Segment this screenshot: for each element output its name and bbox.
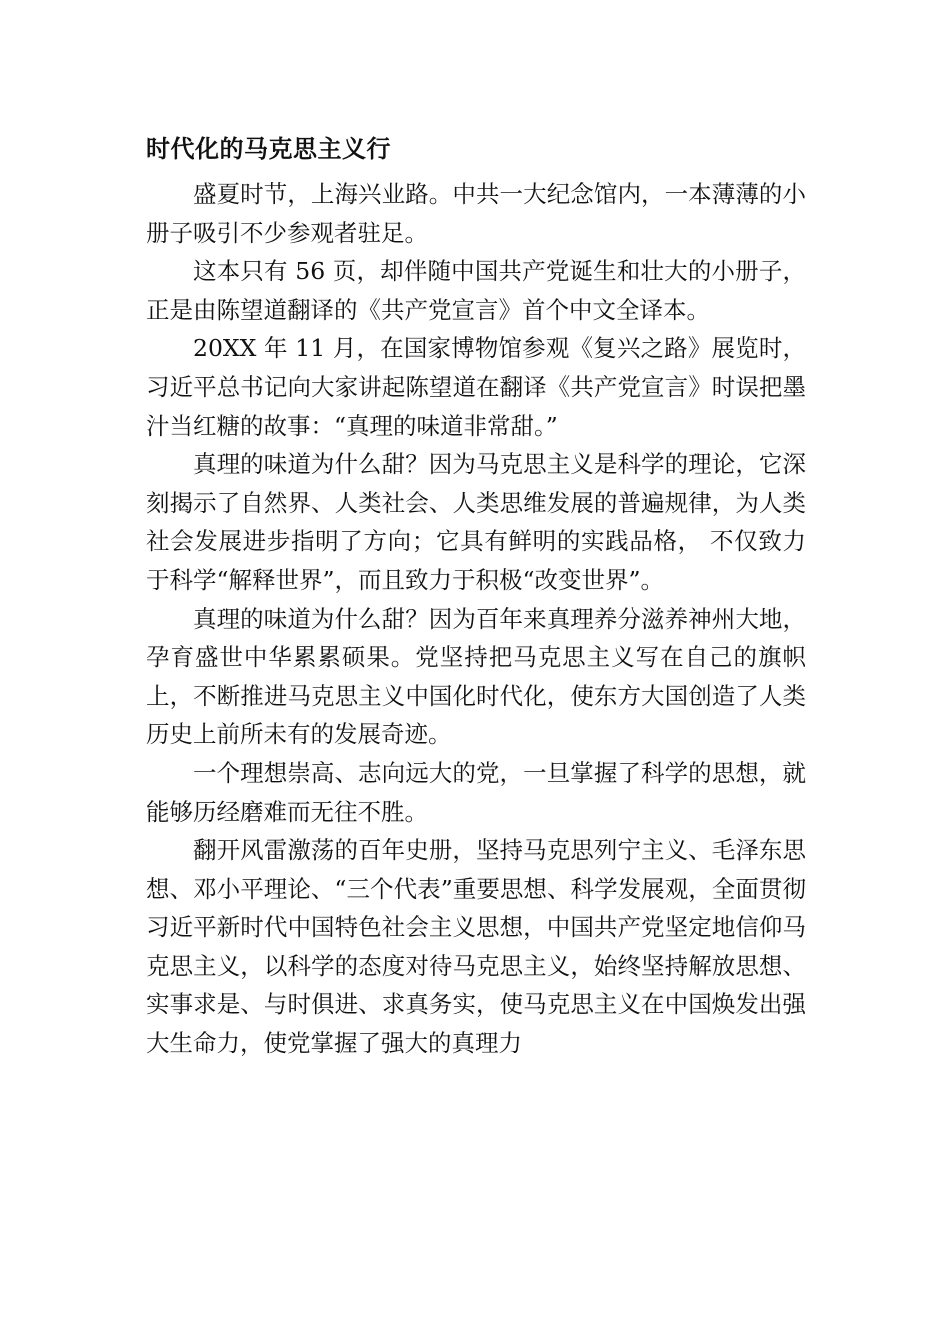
paragraph-3: 20XX 年 11 月，在国家博物馆参观《复兴之路》展览时，习近平总书记向大家讲起陈望道在翻译《共产党宣言》时误把墨汁当红糖的故事：“真理的味道非常甜。” — [146, 334, 806, 440]
document-title: 时代化的马克思主义行 — [146, 135, 391, 163]
paragraph-4: 真理的味道为什么甜？因为马克思主义是科学的理论，它深刻揭示了自然界、人类社会、人类思维发展的普遍规律，为人类社会发展进步指明了方向；它具有鲜明的实践品格， 不仅致力于科学“解释世界”，而且致力于积极“改变世界”。 — [146, 450, 806, 594]
paragraph-2: 这本只有 56 页，却伴随中国共产党诞生和壮大的小册子，正是由陈望道翻译的《共产党宣言》首个中文全译本。 — [146, 257, 806, 324]
paragraph-6: 一个理想崇高、志向远大的党，一旦掌握了科学的思想，就能够历经磨难而无往不胜。 — [146, 758, 806, 826]
paragraph-5: 真理的味道为什么甜？因为百年来真理养分滋养神州大地，孕育盛世中华累累硕果。党坚持把马克思主义写在自己的旗帜上，不断推进马克思主义中国化时代化，使东方大国创造了人类历史上前所未有的发展奇迹。 — [146, 604, 806, 749]
paragraph-1: 盛夏时节，上海兴业路。中共一大纪念馆内，一本薄薄的小册子吸引不少参观者驻足。 — [146, 180, 806, 247]
document-body — [146, 129, 806, 1063]
paragraph-7: 翻开风雷激荡的百年史册，坚持马克思列宁主义、毛泽东思想、邓小平理论、“三个代表”重要思想、科学发展观，全面贯彻习近平新时代中国特色社会主义思想，中国共产党坚定地信仰马克思主义，以科学的态度对待马克思主义，始终坚持解放思想、实事求是、与时俱进、求真务实，使马克思主义在中国焕发出强大生命力，使党掌握了强大的真理力 — [146, 836, 806, 1058]
